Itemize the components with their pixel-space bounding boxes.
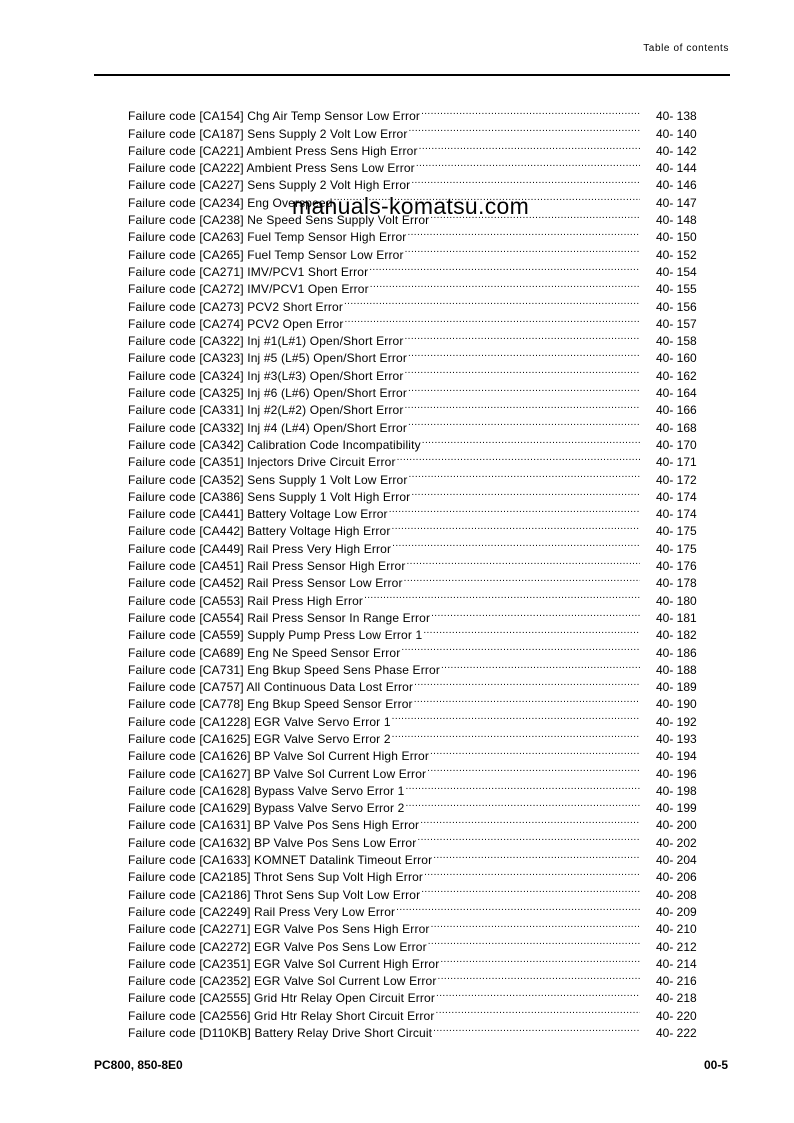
toc-entry-page: 40- 189 — [656, 680, 697, 695]
toc-entry-title: Failure code [CA227] Sens Supply 2 Volt High Error — [128, 178, 411, 193]
dot-leader — [389, 501, 640, 518]
toc-entry-title: Failure code [CA238] Ne Speed Sens Supply Volt Error — [128, 213, 430, 228]
toc-entry-page: 40- 199 — [656, 801, 697, 816]
dot-leader — [408, 345, 640, 362]
dot-leader — [431, 916, 640, 933]
dot-leader — [370, 276, 640, 293]
toc-entry-page: 40- 174 — [656, 507, 697, 522]
toc-entry-title: Failure code [CA265] Fuel Temp Sensor Low Error — [128, 247, 404, 262]
dot-leader — [407, 224, 640, 241]
toc-entry-title: Failure code [CA272] IMV/PCV1 Open Error — [128, 282, 369, 297]
dot-leader — [396, 899, 640, 916]
toc-entry-page: 40- 220 — [656, 1008, 697, 1023]
dot-leader — [427, 760, 640, 777]
dot-leader — [411, 484, 640, 501]
toc-entry-page: 40- 178 — [656, 576, 697, 591]
dot-leader — [411, 172, 640, 189]
dot-leader — [424, 864, 640, 881]
toc-entry-page: 40- 154 — [656, 264, 697, 279]
toc-entry-title: Failure code [CA351] Injectors Drive Circuit Error — [128, 455, 396, 470]
toc-entry-page: 40- 174 — [656, 489, 697, 504]
toc-entry-title: Failure code [CA263] Fuel Temp Sensor High Error — [128, 230, 407, 245]
dot-leader — [392, 518, 640, 535]
toc-entry-title: Failure code [CA2556] Grid Htr Relay Short Circuit Error — [128, 1008, 435, 1023]
toc-entry-page: 40- 170 — [656, 437, 697, 452]
toc-entry-title: Failure code [CA451] Rail Press Sensor High Error — [128, 559, 406, 574]
toc-entry-title: Failure code [CA2351] EGR Valve Sol Current High Error — [128, 956, 440, 971]
toc-entry-page: 40- 196 — [656, 766, 697, 781]
toc-entry-page: 40- 166 — [656, 403, 697, 418]
toc-entry-title: Failure code [CA1625] EGR Valve Servo Error 2 — [128, 731, 391, 746]
toc-entry-title: Failure code [CA331] Inj #2(L#2) Open/Short Error — [128, 403, 404, 418]
toc-entry-title: Failure code [CA441] Battery Voltage Low Error — [128, 507, 388, 522]
toc-entry-page: 40- 202 — [656, 835, 697, 850]
toc-entry-page: 40- 208 — [656, 887, 697, 902]
dot-leader — [430, 743, 640, 760]
dot-leader — [401, 639, 640, 656]
toc-entry-page: 40- 157 — [656, 316, 697, 331]
dot-leader — [428, 933, 640, 950]
toc-entry-page: 40- 200 — [656, 818, 697, 833]
toc-entry-page: 40- 222 — [656, 1026, 697, 1041]
toc-entry-page: 40- 147 — [656, 195, 697, 210]
dot-leader — [405, 778, 640, 795]
toc-entry-title: Failure code [CA1633] KOMNET Datalink Timeout Error — [128, 853, 433, 868]
toc-entry-title: Failure code [CA2352] EGR Valve Sol Current Low Error — [128, 974, 437, 989]
toc-entry-title: Failure code [CA274] PCV2 Open Error — [128, 316, 344, 331]
dot-leader — [405, 795, 640, 812]
dot-leader — [408, 380, 640, 397]
dot-leader — [404, 570, 640, 587]
toc-entry-title: Failure code [CA2271] EGR Valve Pos Sens High Error — [128, 922, 430, 937]
toc-entry-title: Failure code [CA342] Calibration Code Incompatibility — [128, 437, 421, 452]
toc-entry-title: Failure code [CA689] Eng Ne Speed Sensor Error — [128, 645, 401, 660]
toc-entry-page: 40- 188 — [656, 662, 697, 677]
toc-entry-page: 40- 142 — [656, 143, 697, 158]
dot-leader — [423, 622, 640, 639]
toc-entry-page: 40- 218 — [656, 991, 697, 1006]
dot-leader — [420, 812, 640, 829]
toc-entry-page: 40- 198 — [656, 783, 697, 798]
toc-entry-page: 40- 164 — [656, 386, 697, 401]
dot-leader — [364, 587, 640, 604]
dot-leader — [422, 432, 640, 449]
toc-entry-title: Failure code [CA1631] BP Valve Pos Sens High Error — [128, 818, 420, 833]
dot-leader — [417, 829, 640, 846]
toc-entry-title: Failure code [CA324] Inj #3(L#3) Open/Short Error — [128, 368, 404, 383]
dot-leader — [436, 985, 640, 1002]
toc-entry-title: Failure code [CA1228] EGR Valve Servo Error 1 — [128, 714, 391, 729]
header-title: Table of contents — [643, 43, 729, 54]
toc-entry-title: Failure code [CA449] Rail Press Very High Error — [128, 541, 392, 556]
toc-entry-page: 40- 194 — [656, 749, 697, 764]
toc-entry-page: 40- 206 — [656, 870, 697, 885]
toc-entry-title: Failure code [CA2272] EGR Valve Pos Sens Low Error — [128, 939, 427, 954]
dot-leader — [433, 847, 640, 864]
toc-entry-page: 40- 140 — [656, 126, 697, 141]
watermark: manuals-komatsu.com — [292, 193, 530, 219]
dot-leader — [405, 397, 641, 414]
toc-entry-title: Failure code [CA187] Sens Supply 2 Volt Low Error — [128, 126, 408, 141]
toc-entry-title: Failure code [CA2186] Throt Sens Sup Volt Low Error — [128, 887, 421, 902]
dot-leader — [414, 691, 640, 708]
dot-leader — [405, 328, 641, 345]
toc-entry-title: Failure code [CA386] Sens Supply 1 Volt High Error — [128, 489, 411, 504]
dot-leader — [392, 726, 640, 743]
dot-leader — [405, 241, 640, 258]
dot-leader — [408, 414, 640, 431]
toc-entry-title: Failure code [CA325] Inj #6 (L#6) Open/Short Error — [128, 386, 407, 401]
dot-leader — [440, 951, 640, 968]
toc-entry-title: Failure code [CA452] Rail Press Sensor Low Error — [128, 576, 403, 591]
toc-entry-page: 40- 152 — [656, 247, 697, 262]
toc-entry-page: 40- 175 — [656, 541, 697, 556]
toc-entry-page: 40- 148 — [656, 213, 697, 228]
toc-entry[interactable] — [128, 103, 708, 124]
dot-leader — [397, 449, 640, 466]
toc-entry-title: Failure code [CA1629] Bypass Valve Servo Error 2 — [128, 801, 405, 816]
toc-entry-title: Failure code [CA221] Ambient Press Sens High Error — [128, 143, 418, 158]
toc-entry-page: 40- 181 — [656, 610, 697, 625]
dot-leader — [438, 968, 640, 985]
toc-entry-page: 40- 172 — [656, 472, 697, 487]
toc-entry-title: Failure code [CA559] Supply Pump Press Low Error 1 — [128, 628, 423, 643]
toc-entry-title: Failure code [CA778] Eng Bkup Speed Sensor Error — [128, 697, 413, 712]
toc-entry-page: 40- 155 — [656, 282, 697, 297]
toc-entry-page: 40- 214 — [656, 956, 697, 971]
toc-entry-page: 40- 150 — [656, 230, 697, 245]
dot-leader — [441, 657, 640, 674]
dot-leader — [414, 674, 640, 691]
dot-leader — [421, 103, 640, 120]
toc-entry-title: Failure code [CA553] Rail Press High Error — [128, 593, 364, 608]
toc-entry-page: 40- 186 — [656, 645, 697, 660]
toc-entry-title: Failure code [CA1627] BP Valve Sol Current Low Error — [128, 766, 427, 781]
dot-leader — [433, 1020, 640, 1037]
toc-entry-title: Failure code [D110KB] Battery Relay Drive Short Circuit — [128, 1026, 433, 1041]
toc-entry-title: Failure code [CA273] PCV2 Short Error — [128, 299, 343, 314]
toc-entry-title: Failure code [CA323] Inj #5 (L#5) Open/Short Error — [128, 351, 407, 366]
toc-entry-page: 40- 160 — [656, 351, 697, 366]
toc-entry-title: Failure code [CA352] Sens Supply 1 Volt Low Error — [128, 472, 408, 487]
dot-leader — [419, 138, 640, 155]
toc-entry-title: Failure code [CA1632] BP Valve Pos Sens Low Error — [128, 835, 417, 850]
toc-entry-title: Failure code [CA271] IMV/PCV1 Short Error — [128, 264, 369, 279]
toc-entry-page: 40- 192 — [656, 714, 697, 729]
dot-leader — [409, 466, 641, 483]
toc-entry-title: Failure code [CA322] Inj #1(L#1) Open/Short Error — [128, 334, 404, 349]
toc-entry-title: Failure code [CA757] All Continuous Data Lost Error — [128, 680, 414, 695]
dot-leader — [421, 881, 640, 898]
toc-entry-page: 40- 176 — [656, 559, 697, 574]
toc-entry-page: 40- 212 — [656, 939, 697, 954]
toc-entry-page: 40- 162 — [656, 368, 697, 383]
dot-leader — [406, 553, 640, 570]
toc-entry-page: 40- 171 — [656, 455, 697, 470]
toc-entry-title: Failure code [CA554] Rail Press Sensor In Range Error — [128, 610, 431, 625]
toc-entry-page: 40- 204 — [656, 853, 697, 868]
toc-entry-title: Failure code [CA154] Chg Air Temp Sensor Low Error — [128, 109, 421, 124]
toc-entry-page: 40- 175 — [656, 524, 697, 539]
toc-entry-page: 40- 168 — [656, 420, 697, 435]
footer-model: PC800, 850-8E0 — [94, 1058, 183, 1072]
toc-entry-title: Failure code [CA2249] Rail Press Very Low Error — [128, 904, 396, 919]
dot-leader — [392, 535, 640, 552]
dot-leader — [416, 155, 640, 172]
toc-entry-page: 40- 156 — [656, 299, 697, 314]
dot-leader — [344, 293, 640, 310]
toc-entry-title: Failure code [CA1626] BP Valve Sol Current High Error — [128, 749, 429, 764]
dot-leader — [436, 1002, 640, 1019]
header-divider — [94, 74, 730, 76]
toc-entry-title: Failure code [CA731] Eng Bkup Speed Sens Phase Error — [128, 662, 440, 677]
dot-leader — [431, 605, 640, 622]
footer-page-number: 00-5 — [703, 1058, 728, 1072]
toc-entry-page: 40- 158 — [656, 334, 697, 349]
toc-entry-page: 40- 138 — [656, 109, 697, 124]
toc-entry-page: 40- 144 — [656, 161, 697, 176]
toc-entry-title: Failure code [CA332] Inj #4 (L#4) Open/Short Error — [128, 420, 407, 435]
table-of-contents — [128, 103, 708, 1041]
dot-leader — [392, 708, 640, 725]
toc-entry-page: 40- 146 — [656, 178, 697, 193]
toc-entry-page: 40- 180 — [656, 593, 697, 608]
toc-entry-page: 40- 182 — [656, 628, 697, 643]
toc-entry-page: 40- 193 — [656, 731, 697, 746]
toc-entry-page: 40- 190 — [656, 697, 697, 712]
dot-leader — [405, 362, 641, 379]
toc-entry-title: Failure code [CA442] Battery Voltage High Error — [128, 524, 391, 539]
toc-entry-title: Failure code [CA2555] Grid Htr Relay Open Circuit Error — [128, 991, 436, 1006]
dot-leader — [345, 311, 641, 328]
dot-leader — [369, 259, 640, 276]
dot-leader — [409, 120, 641, 137]
toc-entry-title: Failure code [CA2185] Throt Sens Sup Volt High Error — [128, 870, 424, 885]
toc-entry-title: Failure code [CA222] Ambient Press Sens Low Error — [128, 161, 415, 176]
toc-entry-title: Failure code [CA1628] Bypass Valve Servo Error 1 — [128, 783, 405, 798]
toc-entry-page: 40- 209 — [656, 904, 697, 919]
toc-entry-page: 40- 210 — [656, 922, 697, 937]
toc-entry-page: 40- 216 — [656, 974, 697, 989]
toc-entry-title: Failure code [CA234] Eng Overspeed — [128, 195, 333, 210]
